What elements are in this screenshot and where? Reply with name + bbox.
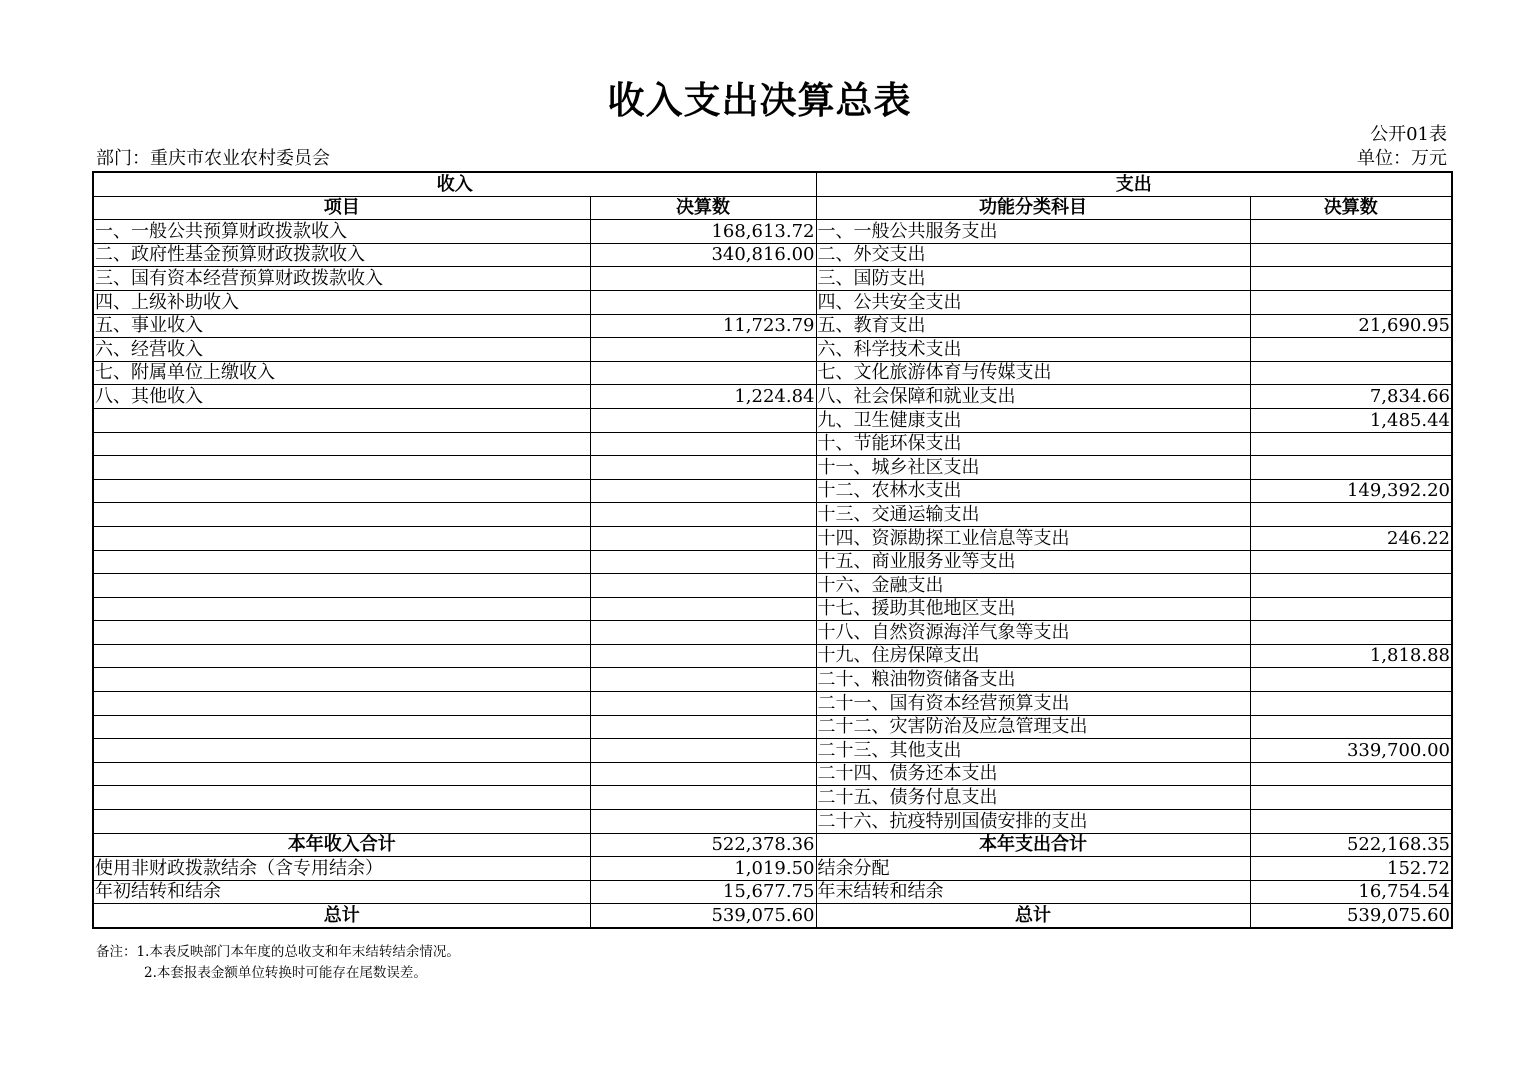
table-row	[93, 810, 1452, 834]
income-item-cell	[93, 621, 590, 645]
income-amount-cell	[590, 668, 816, 692]
expense-amount-cell: 1,485.44	[1250, 408, 1452, 432]
year-income-total-amount: 522,378.36	[590, 833, 816, 857]
opening-balance-label: 年初结转和结余	[93, 880, 590, 904]
table-row	[93, 786, 1452, 810]
expense-amount-cell	[1250, 574, 1452, 598]
income-amount-cell	[590, 574, 816, 598]
table-row	[93, 644, 1452, 668]
expense-amount-cell: 246.22	[1250, 526, 1452, 550]
grand-total-income-label: 总计	[93, 904, 590, 928]
expense-amount-cell	[1250, 290, 1452, 314]
function-category-column-header: 功能分类科目	[816, 196, 1250, 220]
expense-item-cell: 二、外交支出	[816, 243, 1250, 267]
expense-amount-cell: 21,690.95	[1250, 314, 1452, 338]
expense-amount-cell	[1250, 503, 1452, 527]
expense-item-cell: 二十、粮油物资储备支出	[816, 668, 1250, 692]
table-row	[93, 408, 1452, 432]
surplus-distribution-amount: 152.72	[1250, 857, 1452, 881]
income-item-cell	[93, 810, 590, 834]
table-row	[93, 385, 1452, 409]
income-item-cell: 一、一般公共预算财政拨款收入	[93, 220, 590, 244]
income-item-cell	[93, 644, 590, 668]
table-row	[93, 338, 1452, 362]
page-title: 收入支出决算总表	[607, 79, 912, 122]
nonfiscal-balance-label: 使用非财政拨款结余（含专用结余）	[93, 857, 590, 881]
expense-item-cell: 一、一般公共服务支出	[816, 220, 1250, 244]
expense-item-cell: 八、社会保障和就业支出	[816, 385, 1250, 409]
table-row	[93, 526, 1452, 550]
expense-item-cell: 十八、自然资源海洋气象等支出	[816, 621, 1250, 645]
table-row	[93, 243, 1452, 267]
expense-item-cell: 十六、金融支出	[816, 574, 1250, 598]
expense-amount-cell: 149,392.20	[1250, 479, 1452, 503]
table-row	[93, 668, 1452, 692]
table-row	[93, 361, 1452, 385]
expense-item-cell: 九、卫生健康支出	[816, 408, 1250, 432]
income-item-cell	[93, 503, 590, 527]
expense-amount-cell	[1250, 267, 1452, 291]
table-row	[93, 456, 1452, 480]
expense-amount-cell: 7,834.66	[1250, 385, 1452, 409]
expense-item-cell: 十、节能环保支出	[816, 432, 1250, 456]
income-expense-table	[92, 171, 1453, 929]
carryover-row	[93, 880, 1452, 904]
unit-label: 单位：万元	[1357, 148, 1447, 169]
income-item-cell: 七、附属单位上缴收入	[93, 361, 590, 385]
income-amount-cell	[590, 432, 816, 456]
expense-item-cell: 二十三、其他支出	[816, 739, 1250, 763]
expense-item-cell: 二十二、灾害防治及应急管理支出	[816, 715, 1250, 739]
income-item-cell	[93, 597, 590, 621]
expense-amount-cell	[1250, 597, 1452, 621]
income-header: 收入	[93, 172, 816, 196]
table-row	[93, 574, 1452, 598]
income-amount-column-header: 决算数	[590, 196, 816, 220]
income-amount-cell	[590, 715, 816, 739]
expense-amount-cell	[1250, 692, 1452, 716]
expense-amount-cell	[1250, 762, 1452, 786]
income-item-cell	[93, 762, 590, 786]
income-item-cell: 三、国有资本经营预算财政拨款收入	[93, 267, 590, 291]
balance-usage-row	[93, 857, 1452, 881]
grand-total-expense-amount: 539,075.60	[1250, 904, 1452, 928]
income-item-cell	[93, 668, 590, 692]
income-amount-cell	[590, 479, 816, 503]
item-column-header: 项目	[93, 196, 590, 220]
expense-amount-cell	[1250, 786, 1452, 810]
income-amount-cell: 1,224.84	[590, 385, 816, 409]
income-amount-cell	[590, 810, 816, 834]
table-row	[93, 739, 1452, 763]
year-income-total-label: 本年收入合计	[93, 833, 590, 857]
income-item-cell	[93, 574, 590, 598]
expense-amount-cell	[1250, 361, 1452, 385]
expense-item-cell: 六、科学技术支出	[816, 338, 1250, 362]
closing-balance-amount: 16,754.54	[1250, 880, 1452, 904]
income-amount-cell	[590, 644, 816, 668]
income-item-cell: 六、经营收入	[93, 338, 590, 362]
expense-item-cell: 十三、交通运输支出	[816, 503, 1250, 527]
expense-item-cell: 二十一、国有资本经营预算支出	[816, 692, 1250, 716]
column-header-row	[93, 196, 1452, 220]
income-amount-cell	[590, 550, 816, 574]
notes	[96, 942, 460, 984]
income-item-cell	[93, 550, 590, 574]
expense-item-cell: 十四、资源勘探工业信息等支出	[816, 526, 1250, 550]
table-row	[93, 290, 1452, 314]
expense-amount-cell	[1250, 243, 1452, 267]
grand-total-expense-label: 总计	[816, 904, 1250, 928]
income-item-cell	[93, 786, 590, 810]
income-item-cell	[93, 432, 590, 456]
income-amount-cell	[590, 762, 816, 786]
expense-amount-cell	[1250, 715, 1452, 739]
expense-item-cell: 十九、住房保障支出	[816, 644, 1250, 668]
closing-balance-label: 年末结转和结余	[816, 880, 1250, 904]
expense-item-cell: 十二、农林水支出	[816, 479, 1250, 503]
expense-item-cell: 七、文化旅游体育与传媒支出	[816, 361, 1250, 385]
table-row	[93, 597, 1452, 621]
income-item-cell	[93, 408, 590, 432]
table-row	[93, 715, 1452, 739]
income-amount-cell	[590, 786, 816, 810]
table-row	[93, 762, 1452, 786]
income-amount-cell	[590, 526, 816, 550]
expense-amount-cell: 1,818.88	[1250, 644, 1452, 668]
income-item-cell	[93, 479, 590, 503]
income-item-cell	[93, 715, 590, 739]
note-line-2: 2.本套报表金额单位转换时可能存在尾数误差。	[144, 965, 427, 981]
expense-item-cell: 二十四、债务还本支出	[816, 762, 1250, 786]
expense-amount-cell	[1250, 668, 1452, 692]
income-amount-cell	[590, 621, 816, 645]
income-amount-cell: 168,613.72	[590, 220, 816, 244]
form-number: 公开01表	[1370, 124, 1447, 145]
expense-amount-cell	[1250, 621, 1452, 645]
surplus-distribution-label: 结余分配	[816, 857, 1250, 881]
table-row	[93, 432, 1452, 456]
grand-total-income-amount: 539,075.60	[590, 904, 816, 928]
table-row	[93, 692, 1452, 716]
department-label: 部门：重庆市农业农村委员会	[96, 148, 330, 169]
year-total-row	[93, 833, 1452, 857]
expense-amount-cell	[1250, 810, 1452, 834]
nonfiscal-balance-amount: 1,019.50	[590, 857, 816, 881]
income-amount-cell	[590, 503, 816, 527]
income-amount-cell	[590, 290, 816, 314]
table-row	[93, 220, 1452, 244]
expense-amount-cell	[1250, 550, 1452, 574]
expense-item-cell: 十一、城乡社区支出	[816, 456, 1250, 480]
expense-item-cell: 三、国防支出	[816, 267, 1250, 291]
expense-item-cell: 十七、援助其他地区支出	[816, 597, 1250, 621]
income-amount-cell	[590, 338, 816, 362]
expense-amount-cell: 339,700.00	[1250, 739, 1452, 763]
expense-item-cell: 五、教育支出	[816, 314, 1250, 338]
income-item-cell	[93, 692, 590, 716]
grand-total-row	[93, 904, 1452, 928]
table-row	[93, 503, 1452, 527]
expense-amount-cell	[1250, 220, 1452, 244]
note-line-1: 备注：1.本表反映部门本年度的总收支和年末结转结余情况。	[96, 944, 460, 960]
income-amount-cell	[590, 361, 816, 385]
income-item-cell: 八、其他收入	[93, 385, 590, 409]
table-row	[93, 479, 1452, 503]
income-amount-cell	[590, 408, 816, 432]
income-amount-cell	[590, 267, 816, 291]
income-amount-cell	[590, 739, 816, 763]
income-amount-cell: 340,816.00	[590, 243, 816, 267]
expense-item-cell: 四、公共安全支出	[816, 290, 1250, 314]
income-item-cell: 五、事业收入	[93, 314, 590, 338]
expense-amount-cell	[1250, 338, 1452, 362]
table-row	[93, 314, 1452, 338]
section-header-row	[93, 172, 1452, 196]
income-item-cell	[93, 739, 590, 763]
income-item-cell: 四、上级补助收入	[93, 290, 590, 314]
table-row	[93, 267, 1452, 291]
income-amount-cell	[590, 692, 816, 716]
expense-item-cell: 二十六、抗疫特别国债安排的支出	[816, 810, 1250, 834]
expense-item-cell: 二十五、债务付息支出	[816, 786, 1250, 810]
year-expense-total-label: 本年支出合计	[816, 833, 1250, 857]
expense-amount-cell	[1250, 432, 1452, 456]
expense-header: 支出	[816, 172, 1452, 196]
income-amount-cell	[590, 456, 816, 480]
opening-balance-amount: 15,677.75	[590, 880, 816, 904]
expense-amount-cell	[1250, 456, 1452, 480]
income-amount-cell: 11,723.79	[590, 314, 816, 338]
expense-item-cell: 十五、商业服务业等支出	[816, 550, 1250, 574]
table-row	[93, 621, 1452, 645]
expense-amount-column-header: 决算数	[1250, 196, 1452, 220]
income-item-cell	[93, 526, 590, 550]
year-expense-total-amount: 522,168.35	[1250, 833, 1452, 857]
income-item-cell	[93, 456, 590, 480]
income-item-cell: 二、政府性基金预算财政拨款收入	[93, 243, 590, 267]
table-row	[93, 550, 1452, 574]
income-amount-cell	[590, 597, 816, 621]
